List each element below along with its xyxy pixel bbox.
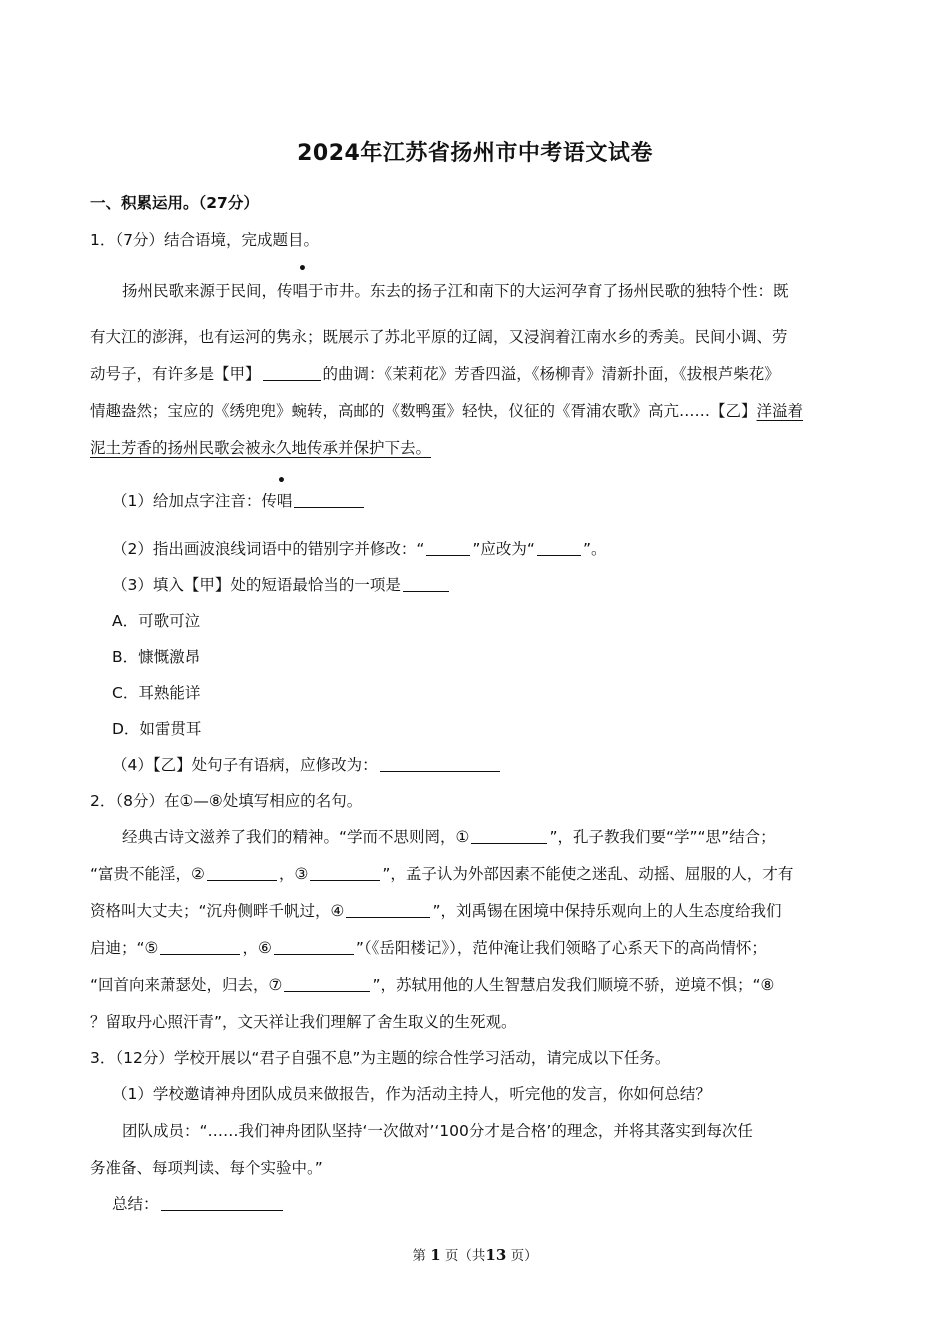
answer-blank[interactable]	[380, 755, 500, 772]
subquestion-1-1: （1）给加点字注音：传唱	[112, 490, 366, 512]
subquestion-1-3: （3）填入【甲】处的短语最恰当的一项是	[112, 574, 451, 596]
passage-line: “富贵不能淫，② ，③ ”，孟子认为外部因素不能使之迷乱、动摇、屈服的人，才有	[90, 865, 794, 883]
question-3-heading: 3．（12分）学校开展以“君子自强不息”为主题的综合性学习活动，请完成以下任务。	[90, 1049, 671, 1067]
passage-line: 动号子，有许多是【甲】 的曲调：《茉莉花》芳香四溢，《杨柳青》清新扑面，《拔根芦柴花》	[90, 365, 780, 383]
answer-blank[interactable]	[471, 827, 547, 844]
passage-line: 扬州民歌来源于民间，传唱于市井。东去的扬子江和南下的大运河孕育了扬州民歌的独特个性：既	[122, 282, 789, 300]
page-title: 2024年江苏省扬州市中考语文试卷	[297, 141, 653, 166]
answer-blank[interactable]	[346, 901, 430, 918]
answer-blank[interactable]	[294, 491, 364, 508]
summary-line: 总结：	[112, 1193, 285, 1215]
answer-blank[interactable]	[160, 938, 240, 955]
underlined-sentence: 洋溢着	[756, 402, 804, 420]
passage-line: 团队成员：“……我们神舟团队坚持‘一次做对’‘100分才是合格’的理念，并将其落实到每次任	[122, 1122, 753, 1140]
underlined-sentence: 泥土芳香的扬州民歌会被永久地传承并保护下去。	[90, 439, 432, 457]
passage-line: “回首向来萧瑟处，归去，⑦ ”，苏轼用他的人生智慧启发我们顺境不骄，逆境不惧；“⑧	[90, 976, 775, 994]
passage-line: ？留取丹心照汗青”，文天祥让我们理解了舍生取义的生死观。	[90, 1013, 517, 1031]
question-1-heading: 1．（7分）结合语境，完成题目。	[90, 231, 319, 249]
answer-blank[interactable]	[161, 1194, 283, 1211]
emphasis-dot: •	[298, 261, 307, 277]
answer-blank[interactable]	[207, 864, 277, 881]
question-2-heading: 2．（8分）在①—⑧处填写相应的名句。	[90, 792, 363, 810]
passage-line: 资格叫大丈夫；“沉舟侧畔千帆过，④ ”，刘禹锡在困境中保持乐观向上的人生态度给我们	[90, 902, 782, 920]
answer-blank[interactable]	[426, 539, 470, 556]
passage-line: 务准备、每项判读、每个实验中。”	[90, 1159, 323, 1177]
answer-blank[interactable]	[274, 938, 354, 955]
answer-blank[interactable]	[310, 864, 380, 881]
passage-line: 情趣盎然；宝应的《绣兜兜》蜿转，高邮的《数鸭蛋》轻快，仪征的《胥浦农歌》高亢……【乙】洋溢着	[90, 402, 804, 420]
passage-line: 有大江的澎湃，也有运河的隽永；既展示了苏北平原的辽阔，又浸润着江南水乡的秀美。民间小调、劳	[90, 328, 788, 346]
emphasis-dot: •	[277, 473, 286, 489]
answer-blank[interactable]	[263, 364, 321, 381]
subquestion-3-1: （1）学校邀请神舟团队成员来做报告，作为活动主持人，听完他的发言，你如何总结？	[112, 1085, 711, 1103]
option-a[interactable]: A．可歌可泣	[112, 612, 201, 630]
option-d[interactable]: D．如雷贯耳	[112, 720, 202, 738]
section-heading: 一、积累运用。（27分）	[90, 194, 259, 212]
subquestion-1-4: （4）【乙】处句子有语病，应修改为：	[112, 754, 502, 776]
answer-blank[interactable]	[403, 575, 449, 592]
page-footer: 第 1 页（共13 页）	[412, 1246, 538, 1264]
subquestion-1-2: （2）指出画波浪线词语中的错别字并修改：“ ”应改为“ ”。	[112, 540, 607, 558]
option-c[interactable]: C．耳熟能详	[112, 684, 201, 702]
answer-blank[interactable]	[284, 975, 370, 992]
passage-line: 启迪；“⑤ ，⑥ ”（《岳阳楼记》），范仲淹让我们领略了心系天下的高尚情怀；	[90, 939, 767, 957]
passage-line: 经典古诗文滋养了我们的精神。“学而不思则罔，① ”，孔子教我们要“学”“思”结合；	[122, 828, 776, 846]
option-b[interactable]: B．慷慨激昂	[112, 648, 201, 666]
answer-blank[interactable]	[537, 539, 581, 556]
